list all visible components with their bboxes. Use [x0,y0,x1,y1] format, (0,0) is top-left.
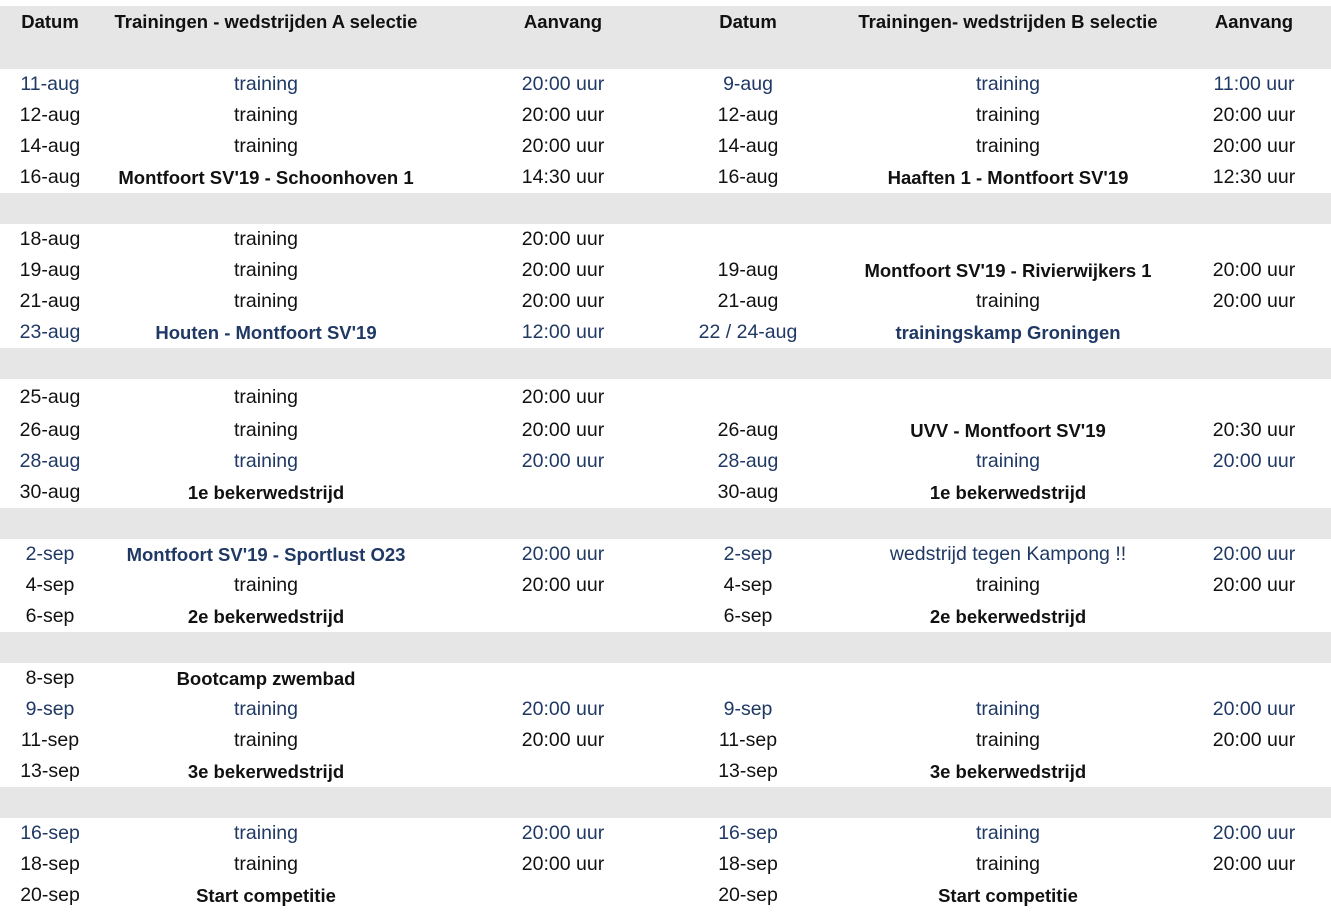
table-row [0,663,1331,694]
table-row [0,756,1331,787]
date-b-cell: 12-aug [717,104,779,126]
time-a-cell [470,38,656,69]
event-a-cell [108,193,424,224]
time-b-cell [1180,193,1328,224]
date-b-cell: 21-aug [717,290,779,312]
table-row [0,725,1331,756]
time-b-cell: 20:00 uur [1212,698,1296,720]
date-b-cell [668,379,828,415]
time-b-cell: 20:00 uur [1212,290,1296,312]
date-b-cell [668,787,828,818]
table-row [0,508,1331,539]
event-a-cell: training [234,729,298,751]
event-a-cell [108,632,424,663]
date-a-cell: 25-aug [19,385,81,408]
time-b-cell: 20:30 uur [1212,419,1296,441]
event-a-cell: training [234,385,298,408]
event-b-cell [830,632,1186,663]
date-b-cell [668,38,828,69]
event-a-cell: Montfoort SV'19 - Sportlust O23 [126,543,406,565]
time-b-cell: 20:00 uur [1212,259,1296,281]
event-a-cell: Houten - Montfoort SV'19 [155,321,377,343]
event-b-cell [830,224,1186,255]
event-b-cell: training [976,290,1040,312]
date-a-cell: 14-aug [19,135,81,157]
date-b-cell: 28-aug [717,450,779,472]
date-a-cell: 20-sep [20,884,80,906]
time-a-cell [470,787,656,818]
event-a-cell [108,38,424,69]
date-b-cell: 30-aug [717,481,779,503]
date-b-cell: 16-sep [718,822,778,844]
time-a-cell: 20:00 uur [521,290,605,312]
time-a-cell [470,348,656,379]
table-row [0,317,1331,348]
table-row [0,286,1331,317]
time-b-cell: 12:30 uur [1212,166,1296,188]
table-row [0,849,1331,880]
header-datum-a: Datum [21,11,79,32]
date-b-cell: 9-aug [723,73,773,95]
table-row [0,601,1331,632]
time-b-cell [1180,601,1328,632]
date-a-cell: 23-aug [19,321,81,343]
date-a-cell: 11-aug [20,73,80,95]
time-a-cell: 20:00 uur [521,385,605,408]
date-b-cell: 14-aug [717,135,779,157]
time-a-cell: 20:00 uur [521,822,605,844]
table-row [0,694,1331,725]
event-a-cell: 3e bekerwedstrijd [187,760,345,782]
time-b-cell [1180,317,1328,348]
event-a-cell: Start competitie [196,884,336,906]
table-row [0,818,1331,849]
date-a-cell [0,193,100,224]
event-b-cell: UVV - Montfoort SV'19 [910,419,1106,441]
time-a-cell: 20:00 uur [521,729,605,751]
date-b-cell: 19-aug [717,259,779,281]
event-b-cell: training [976,135,1040,157]
table-row [0,570,1331,601]
date-a-cell [0,508,100,539]
date-b-cell: 13-sep [718,760,778,782]
time-a-cell [470,880,656,911]
event-b-cell: Montfoort SV'19 - Rivierwijkers 1 [864,259,1152,281]
time-a-cell [470,663,656,694]
time-b-cell [1180,224,1328,255]
time-b-cell: 20:00 uur [1212,135,1296,157]
header-title-a: Trainingen - wedstrijden A selectie [114,11,418,32]
time-b-cell [1180,379,1328,415]
event-a-cell: training [234,419,298,441]
event-b-cell [830,348,1186,379]
time-b-cell: 20:00 uur [1212,822,1296,844]
event-a-cell: training [234,822,298,844]
table-row [0,539,1331,570]
event-a-cell: 1e bekerwedstrijd [187,481,345,503]
event-b-cell: Haaften 1 - Montfoort SV'19 [887,166,1129,188]
time-b-cell [1180,880,1328,911]
table-row [0,69,1331,100]
event-b-cell: trainingskamp Groningen [895,321,1121,343]
event-b-cell: training [976,73,1040,95]
date-a-cell: 16-sep [20,822,80,844]
table-row [0,224,1331,255]
date-b-cell: 2-sep [723,543,773,565]
date-b-cell [668,632,828,663]
date-a-cell: 16-aug [19,166,81,188]
event-a-cell: training [234,104,298,126]
date-a-cell [0,348,100,379]
header-row [0,6,1331,38]
event-b-cell [830,663,1186,694]
table-row [0,477,1331,508]
event-a-cell: training [234,698,298,720]
time-b-cell: 20:00 uur [1212,729,1296,751]
date-a-cell: 12-aug [19,104,81,126]
date-a-cell: 28-aug [19,450,81,472]
table-row [0,632,1331,663]
event-b-cell: 2e bekerwedstrijd [929,605,1087,627]
event-b-cell: training [976,729,1040,751]
event-b-cell: 3e bekerwedstrijd [929,760,1087,782]
time-b-cell [1180,477,1328,508]
event-b-cell [830,508,1186,539]
event-b-cell: training [976,450,1040,472]
time-a-cell: 20:00 uur [521,574,605,596]
time-b-cell [1180,632,1328,663]
table-row [0,379,1331,415]
event-a-cell [108,787,424,818]
time-a-cell [470,508,656,539]
table-row [0,255,1331,286]
date-a-cell [0,787,100,818]
event-a-cell: training [234,574,298,596]
time-b-cell: 20:00 uur [1212,543,1296,565]
time-a-cell: 20:00 uur [521,228,605,250]
time-b-cell: 20:00 uur [1212,104,1296,126]
event-b-cell [830,379,1186,415]
time-a-cell [470,756,656,787]
time-b-cell [1180,38,1328,69]
event-a-cell: training [234,450,298,472]
header-aanvang-a: Aanvang [523,11,603,32]
time-a-cell: 20:00 uur [521,698,605,720]
date-b-cell: 4-sep [723,574,773,596]
event-a-cell: training [234,259,298,281]
date-b-cell [668,193,828,224]
event-a-cell: training [234,73,298,95]
date-a-cell: 2-sep [25,543,75,565]
table-row [0,38,1331,69]
date-b-cell: 22 / 24-aug [698,321,798,343]
event-b-cell: training [976,853,1040,875]
time-b-cell [1180,348,1328,379]
date-b-cell [668,224,828,255]
date-b-cell: 6-sep [723,605,773,627]
time-b-cell [1180,787,1328,818]
date-a-cell: 18-aug [19,228,81,250]
date-b-cell: 20-sep [718,884,778,906]
table-row [0,131,1331,162]
event-a-cell: training [234,135,298,157]
table-row [0,162,1331,193]
date-b-cell: 9-sep [723,698,773,720]
time-a-cell: 20:00 uur [521,73,605,95]
time-b-cell: 20:00 uur [1212,853,1296,875]
event-b-cell [830,193,1186,224]
table-row [0,446,1331,477]
date-a-cell: 13-sep [20,760,80,782]
table-row [0,415,1331,446]
time-a-cell: 20:00 uur [521,853,605,875]
event-a-cell: training [234,228,298,250]
event-a-cell: Montfoort SV'19 - Schoonhoven 1 [118,166,414,188]
time-a-cell [470,601,656,632]
table-row [0,787,1331,818]
event-b-cell: wedstrijd tegen Kampong !! [889,543,1127,565]
time-b-cell: 20:00 uur [1212,450,1296,472]
header-datum-b: Datum [719,11,777,32]
table-row [0,348,1331,379]
date-a-cell: 21-aug [19,290,81,312]
table-row [0,193,1331,224]
time-b-cell [1180,663,1328,694]
event-b-cell: 1e bekerwedstrijd [929,481,1087,503]
time-a-cell: 12:00 uur [521,321,605,343]
event-b-cell [830,38,1186,69]
event-b-cell [830,787,1186,818]
table-row [0,880,1331,911]
event-a-cell: training [234,853,298,875]
date-b-cell [668,348,828,379]
event-a-cell: training [234,290,298,312]
date-a-cell: 19-aug [19,259,81,281]
event-b-cell: training [976,104,1040,126]
time-b-cell [1180,508,1328,539]
date-b-cell: 26-aug [717,419,779,441]
time-b-cell [1180,756,1328,787]
time-a-cell: 14:30 uur [521,166,605,188]
date-a-cell: 26-aug [19,419,81,441]
time-a-cell: 20:00 uur [521,450,605,472]
event-b-cell: training [976,574,1040,596]
date-b-cell: 16-aug [717,166,779,188]
date-b-cell [668,663,828,694]
date-a-cell: 4-sep [25,574,75,596]
header-title-b: Trainingen- wedstrijden B selectie [858,11,1158,32]
date-a-cell [0,38,100,69]
time-a-cell [470,632,656,663]
event-b-cell: training [976,698,1040,720]
date-a-cell [0,632,100,663]
time-a-cell: 20:00 uur [521,135,605,157]
event-a-cell: 2e bekerwedstrijd [187,605,345,627]
header-aanvang-b: Aanvang [1214,11,1294,32]
date-a-cell: 11-sep [20,729,80,751]
date-a-cell: 9-sep [25,698,75,720]
date-b-cell [668,508,828,539]
event-a-cell [108,508,424,539]
time-b-cell: 20:00 uur [1212,574,1296,596]
date-a-cell: 30-aug [19,481,81,503]
event-b-cell: training [976,822,1040,844]
time-a-cell: 20:00 uur [521,419,605,441]
event-b-cell: Start competitie [938,884,1078,906]
date-a-cell: 6-sep [25,605,75,627]
time-b-cell: 11:00 uur [1213,73,1295,95]
time-a-cell [470,477,656,508]
time-a-cell: 20:00 uur [521,104,605,126]
date-b-cell: 18-sep [718,853,778,875]
date-a-cell: 18-sep [20,853,80,875]
table-row [0,100,1331,131]
time-a-cell: 20:00 uur [521,543,605,565]
time-a-cell [470,193,656,224]
event-a-cell: Bootcamp zwembad [176,667,356,689]
date-a-cell: 8-sep [25,667,75,689]
time-a-cell: 20:00 uur [521,259,605,281]
event-a-cell [108,348,424,379]
date-b-cell: 11-sep [718,729,778,751]
